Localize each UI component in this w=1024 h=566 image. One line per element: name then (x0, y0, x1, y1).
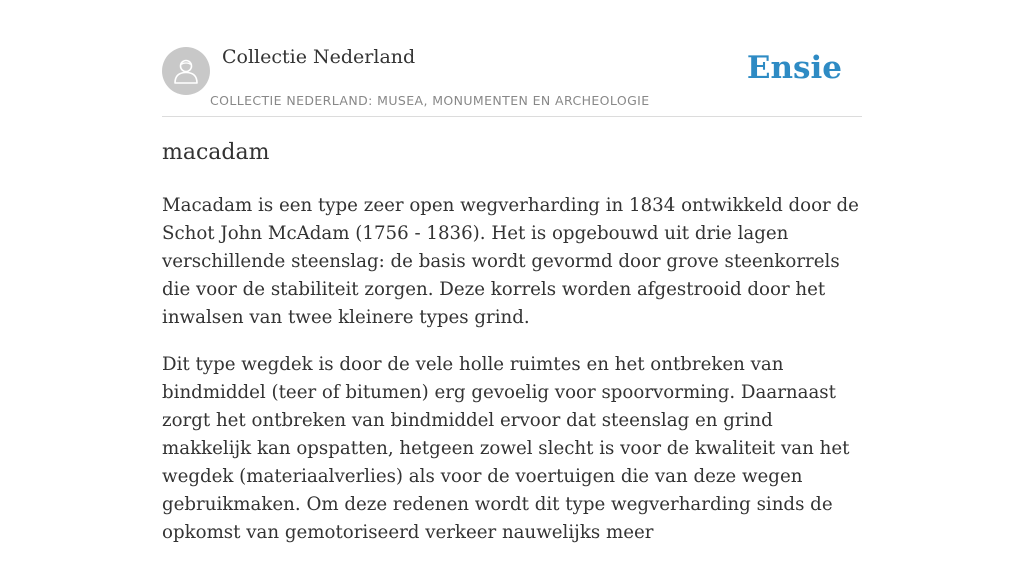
author-name-link[interactable]: Collectie Nederland (222, 46, 416, 68)
article-body (162, 192, 862, 566)
author-subtitle: COLLECTIE NEDERLAND: MUSEA, MONUMENTEN EN ARCHEOLOGIE (210, 93, 650, 108)
article-paragraph-1: Macadam is een type zeer open wegverharding in 1834 ontwikkeld door de Schot John McAdam (1756 - 1836). Het is opgebouwd uit drie lagen verschillende steenslag: de basis wordt gevormd door grove steenkorrels die voor de stabiliteit zorgen. Deze korrels worden afgestrooid door het inwalsen van twee kleinere types grind. (162, 195, 859, 328)
article-container (162, 0, 862, 543)
user-silhouette-icon (171, 56, 201, 86)
article-paragraph-2: Dit type wegdek is door de vele holle ruimtes en het ontbreken van bindmiddel (teer of bitumen) erg gevoelig voor spoorvorming. Daarnaast zorgt het ontbreken van bindmiddel ervoor dat steenslag en grind makkelijk kan opspatten, hetgeen zowel slecht is voor de kwaliteit van het wegdek (materiaalverlies) als voor de voertuigen die van deze wegen gebruikmaken. Om deze redenen wordt dit type wegverharding sinds de opkomst van gemotoriseerd verkeer nauwelijks meer (162, 354, 850, 543)
brand-logo[interactable]: Ensie (746, 50, 842, 86)
page-title: macadam (162, 140, 270, 165)
header (162, 0, 862, 117)
avatar[interactable] (162, 47, 210, 95)
